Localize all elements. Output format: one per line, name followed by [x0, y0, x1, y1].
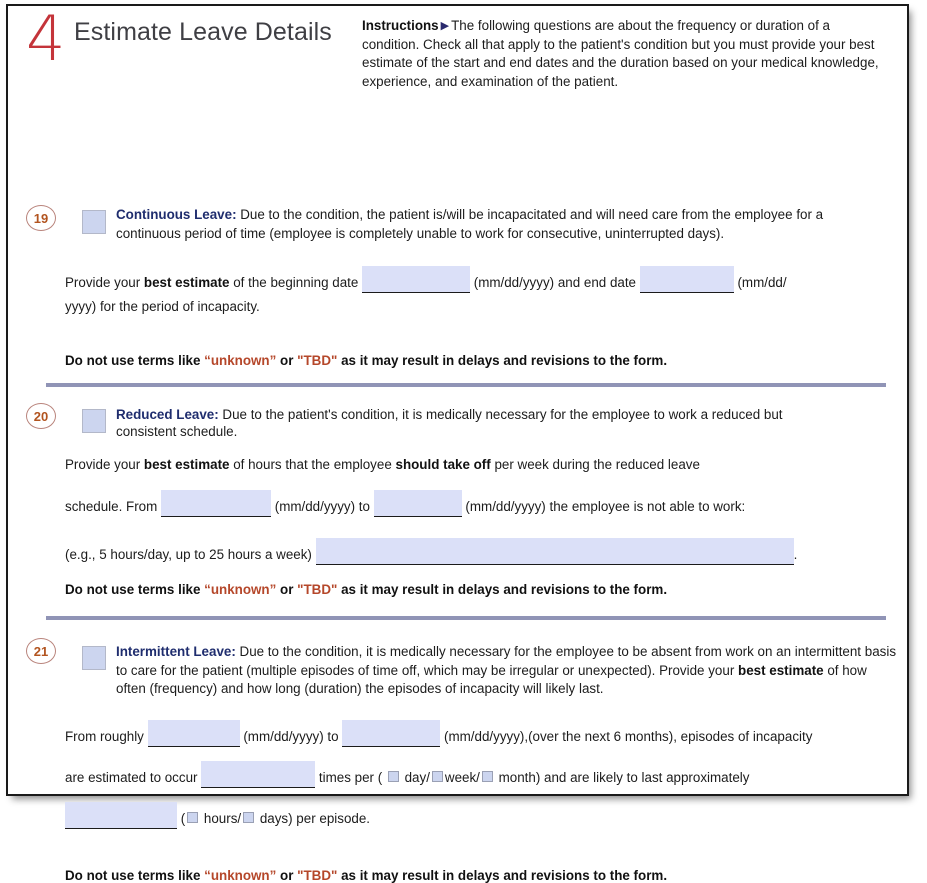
q20-estimate-line-2: [65, 490, 745, 517]
reduced-schedule-detail-input[interactable]: [316, 538, 794, 565]
question-20-text: [116, 406, 806, 440]
q19-l1-a: Provide your: [65, 275, 144, 290]
q21-l1-b: (mm/dd/yyyy) to: [239, 729, 343, 744]
intermittent-leave-desc-1: Due to the condition, it is medically necessary for the employee to be absent from work on an: [235, 644, 792, 659]
q21-l3-c: of how often (frequency) and how long (duration) the episodes of incapacity will likely last.: [116, 662, 867, 697]
warn-suffix: as it may result in delays and revisions to the form.: [337, 868, 668, 883]
reduced-to-date-input[interactable]: [374, 490, 462, 517]
form-header: [8, 2, 907, 98]
q20-l2-b: (mm/dd/yyyy) to: [271, 499, 374, 514]
arrow-right-icon: ▶: [440, 20, 450, 32]
q20-warning: [65, 582, 667, 597]
checkbox-reduced-leave[interactable]: [82, 409, 106, 433]
warn-prefix: Do not use terms like: [65, 582, 205, 597]
warn-mid: or: [276, 353, 298, 368]
page-title: Estimate Leave Details: [74, 18, 332, 46]
q21-l1-c: (mm/dd/yyyy),(over the next 6 months), episodes of incapacity: [440, 729, 813, 744]
continuous-leave-desc-2: for a continuous period of time (employee is completely unable to work for consecutive, uninterrupted days).: [116, 207, 824, 241]
continuous-leave-desc-1: Due to the condition, the patient is/will be incapacitated and will need care from the employee: [236, 207, 793, 222]
section-divider-2: [46, 616, 886, 620]
q21-line-2: [65, 761, 749, 788]
q20-l1-a: Provide your: [65, 457, 144, 472]
warn-tbd: "TBD": [297, 582, 338, 597]
episode-frequency-input[interactable]: [201, 761, 315, 788]
q21-opt-day: day/: [400, 770, 430, 785]
q20-l2-c: (mm/dd/yyyy) the employee is not able to work:: [461, 499, 746, 514]
q19-estimate-line: [65, 266, 787, 293]
q21-l3-a: your: [708, 662, 739, 678]
q20-should-take-off: should take off: [395, 457, 491, 472]
q21-l3-lead: (: [177, 811, 186, 826]
q21-opt-hours: hours/: [200, 811, 242, 826]
reduced-leave-desc-1: Due to the patient's condition, it is medically necessary for the employee to work a: [218, 407, 709, 422]
q21-best-estimate: best estimate: [738, 662, 824, 678]
warn-suffix: as it may result in delays and revisions to the form.: [337, 353, 668, 368]
checkbox-hours[interactable]: [187, 812, 198, 823]
checkbox-week[interactable]: [432, 771, 443, 782]
q19-l1-c: of the beginning date: [229, 275, 363, 290]
checkbox-intermittent-leave[interactable]: [82, 646, 106, 670]
intermittent-leave-desc-2: intermittent basis to care for the patient (multiple episodes of time off, which may be irregular or unexpected). Provide: [116, 644, 897, 678]
warn-tbd: "TBD": [297, 868, 338, 883]
q21-opt-month: month) and are likely to last approximately: [494, 770, 750, 785]
q21-line-3: [65, 802, 370, 829]
question-number-21: 21: [26, 638, 56, 664]
episode-duration-input[interactable]: [65, 802, 177, 829]
warn-unknown: “unknown”: [204, 868, 277, 883]
q20-estimate-line-3: [65, 538, 797, 565]
warn-unknown: “unknown”: [204, 582, 277, 597]
intermittent-leave-label: Intermittent Leave:: [116, 644, 236, 659]
instructions-block: [362, 17, 887, 91]
question-number-20: 20: [26, 403, 56, 429]
intermittent-to-date-input[interactable]: [342, 720, 440, 747]
q21-l1-a: From roughly: [65, 729, 148, 744]
warn-mid: or: [276, 868, 298, 883]
q19-l1-d: (mm/dd/yyyy) and end date: [470, 275, 640, 290]
instructions-text: The following questions are about the frequency or duration of a condition. Check all that apply to the patient's condition but you must provide your best estimate of the start and end dates and the duration based on your medical knowledge, experience, and examination of the patient.: [362, 18, 879, 89]
checkbox-days[interactable]: [243, 812, 254, 823]
form-page: [6, 2, 909, 883]
continuous-leave-label: Continuous Leave:: [116, 207, 237, 222]
checkbox-day[interactable]: [388, 771, 399, 782]
question-number-19: 19: [26, 205, 56, 231]
section-number: 4: [26, 2, 66, 75]
section-divider-1: [46, 383, 886, 387]
reduced-leave-label: Reduced Leave:: [116, 407, 219, 422]
warn-suffix: as it may result in delays and revisions to the form.: [337, 582, 668, 597]
warn-prefix: Do not use terms like: [65, 868, 205, 883]
warn-unknown: “unknown”: [204, 353, 277, 368]
q20-l3-b: .: [793, 547, 798, 562]
reduced-from-date-input[interactable]: [161, 490, 271, 517]
q20-estimate-line-1: [65, 455, 700, 474]
q21-l2-a: are estimated to occur: [65, 770, 202, 785]
question-21-text: [116, 643, 896, 699]
q20-best-estimate: best estimate: [143, 457, 230, 472]
q19-warning: [65, 353, 667, 368]
q19-estimate-line-2: yyyy) for the period of incapacity.: [65, 299, 260, 314]
instructions-label: Instructions: [362, 18, 439, 33]
checkbox-month[interactable]: [482, 771, 493, 782]
q20-l1-c: of hours that the employee: [229, 457, 396, 472]
checkbox-continuous-leave[interactable]: [82, 210, 106, 234]
reduced-leave-desc-2: reduced but consistent schedule.: [116, 407, 783, 439]
question-19-text: [116, 206, 876, 243]
q21-l2-b: times per (: [315, 770, 386, 785]
q20-l2-a: schedule. From: [65, 499, 162, 514]
q21-line-1: [65, 720, 812, 747]
q19-best-estimate: best estimate: [143, 275, 230, 290]
q21-opt-week: week/: [444, 770, 480, 785]
q20-l3-a: (e.g., 5 hours/day, up to 25 hours a week): [65, 547, 316, 562]
warn-prefix: Do not use terms like: [65, 353, 205, 368]
q21-warning: [65, 868, 667, 883]
begin-date-input[interactable]: [362, 266, 470, 293]
q19-l1-e: (mm/dd/: [733, 275, 787, 290]
end-date-input[interactable]: [640, 266, 734, 293]
warn-tbd: "TBD": [297, 353, 338, 368]
warn-mid: or: [276, 582, 298, 597]
q21-opt-days: days) per episode.: [256, 811, 371, 826]
intermittent-from-date-input[interactable]: [148, 720, 240, 747]
q20-l1-e: per week during the reduced leave: [490, 457, 700, 472]
